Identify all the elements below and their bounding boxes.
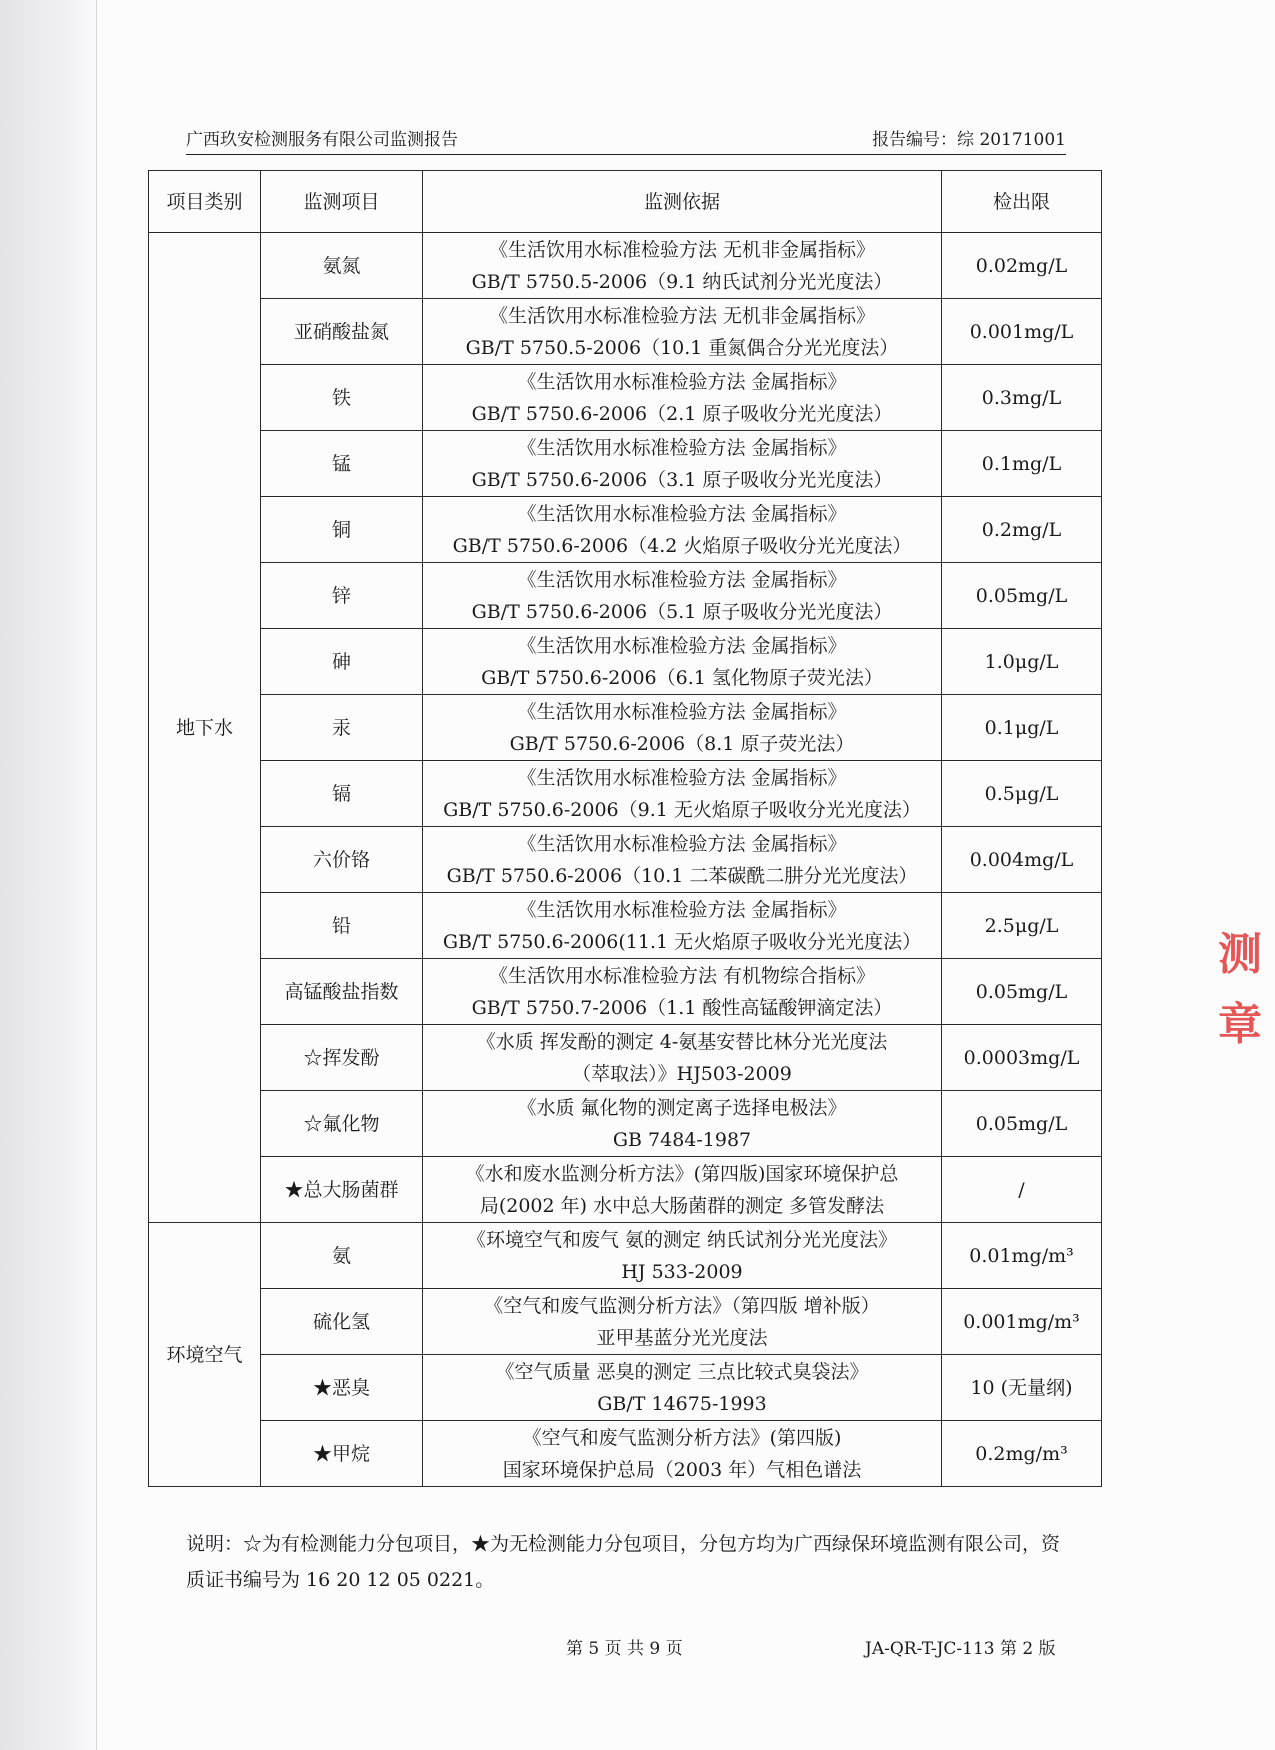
col-header-basis: 监测依据 bbox=[423, 171, 942, 233]
basis-line: 《生活饮用水标准检验方法 金属指标》 bbox=[517, 568, 847, 591]
page-header bbox=[186, 124, 1066, 155]
basis-line: GB/T 14675-1993 bbox=[597, 1392, 767, 1415]
basis-line: 《环境空气和废气 氨的测定 纳氏试剂分光光度法》 bbox=[466, 1228, 898, 1251]
basis-line: 《生活饮用水标准检验方法 金属指标》 bbox=[517, 766, 847, 789]
item-cell: 砷 bbox=[261, 629, 423, 695]
basis-line: 《空气质量 恶臭的测定 三点比较式臭袋法》 bbox=[495, 1360, 869, 1383]
limit-cell: 0.004mg/L bbox=[942, 827, 1102, 893]
limit-cell: 0.02mg/L bbox=[942, 233, 1102, 299]
table-row bbox=[149, 827, 1102, 893]
basis-line: HJ 533-2009 bbox=[621, 1260, 743, 1283]
basis-line: 国家环境保护总局（2003 年）气相色谱法 bbox=[502, 1458, 862, 1481]
item-cell: 铜 bbox=[261, 497, 423, 563]
limit-cell: 0.3mg/L bbox=[942, 365, 1102, 431]
table-row bbox=[149, 1157, 1102, 1223]
basis-cell bbox=[423, 1355, 942, 1421]
table-row bbox=[149, 497, 1102, 563]
basis-line: GB/T 5750.6-2006（4.2 火焰原子吸收分光光度法） bbox=[452, 534, 912, 557]
item-cell: ☆挥发酚 bbox=[261, 1025, 423, 1091]
table-body bbox=[149, 233, 1102, 1487]
table-row bbox=[149, 365, 1102, 431]
basis-line: GB/T 5750.6-2006（10.1 二苯碳酰二肼分光光度法） bbox=[446, 864, 918, 887]
table-row bbox=[149, 695, 1102, 761]
basis-line: GB 7484-1987 bbox=[612, 1128, 752, 1151]
limit-cell: 0.001mg/L bbox=[942, 299, 1102, 365]
table-row bbox=[149, 893, 1102, 959]
item-cell: 镉 bbox=[261, 761, 423, 827]
basis-line: 亚甲基蓝分光光度法 bbox=[596, 1326, 768, 1349]
col-header-limit: 检出限 bbox=[942, 171, 1102, 233]
basis-line: GB/T 5750.6-2006（5.1 原子吸收分光光度法） bbox=[471, 600, 893, 623]
basis-cell bbox=[423, 695, 942, 761]
basis-line: 《空气和废气监测分析方法》(第四版) bbox=[522, 1426, 842, 1449]
limit-cell: 0.05mg/L bbox=[942, 959, 1102, 1025]
limit-cell: 0.01mg/m³ bbox=[942, 1223, 1102, 1289]
basis-line: 《生活饮用水标准检验方法 金属指标》 bbox=[517, 700, 847, 723]
basis-cell bbox=[423, 1223, 942, 1289]
limit-cell: 0.05mg/L bbox=[942, 1091, 1102, 1157]
table-row bbox=[149, 1421, 1102, 1487]
basis-line: 《生活饮用水标准检验方法 金属指标》 bbox=[517, 502, 847, 525]
table-row bbox=[149, 959, 1102, 1025]
basis-cell bbox=[423, 1157, 942, 1223]
basis-line: 《水和废水监测分析方法》(第四版)国家环境保护总 bbox=[465, 1162, 899, 1185]
monitoring-table bbox=[148, 170, 1102, 1487]
table-row bbox=[149, 1289, 1102, 1355]
basis-line: GB/T 5750.6-2006（9.1 无火焰原子吸收分光光度法） bbox=[443, 798, 921, 821]
company-name: 广西玖安检测服务有限公司监测报告 bbox=[186, 130, 458, 150]
basis-line: （萃取法）》HJ503-2009 bbox=[572, 1062, 792, 1085]
category-cell: 环境空气 bbox=[149, 1223, 261, 1487]
item-cell: ☆氟化物 bbox=[261, 1091, 423, 1157]
basis-line: GB/T 5750.6-2006(11.1 无火焰原子吸收分光光度法） bbox=[442, 930, 922, 953]
basis-line: GB/T 5750.6-2006（8.1 原子荧光法） bbox=[509, 732, 855, 755]
form-code: JA-QR-T-JC-113 第 2 版 bbox=[865, 1639, 1056, 1659]
basis-line: GB/T 5750.5-2006（9.1 纳氏试剂分光光度法） bbox=[471, 270, 893, 293]
basis-line: GB/T 5750.6-2006（6.1 氢化物原子荧光法） bbox=[481, 666, 883, 689]
table-row bbox=[149, 1223, 1102, 1289]
col-header-item: 监测项目 bbox=[261, 171, 423, 233]
item-cell: 汞 bbox=[261, 695, 423, 761]
basis-cell bbox=[423, 959, 942, 1025]
basis-cell bbox=[423, 365, 942, 431]
page-number: 第 5 页 共 9 页 bbox=[566, 1639, 683, 1659]
basis-cell bbox=[423, 233, 942, 299]
table-row bbox=[149, 1091, 1102, 1157]
limit-cell: 10 (无量纲) bbox=[942, 1355, 1102, 1421]
basis-line: 《生活饮用水标准检验方法 金属指标》 bbox=[517, 898, 847, 921]
item-cell: 亚硝酸盐氮 bbox=[261, 299, 423, 365]
table-row bbox=[149, 233, 1102, 299]
basis-cell bbox=[423, 1025, 942, 1091]
basis-line: 《生活饮用水标准检验方法 金属指标》 bbox=[517, 634, 847, 657]
limit-cell: 0.5μg/L bbox=[942, 761, 1102, 827]
basis-cell bbox=[423, 299, 942, 365]
item-cell: ★总大肠菌群 bbox=[261, 1157, 423, 1223]
basis-cell bbox=[423, 1421, 942, 1487]
footnote: 说明：☆为有检测能力分包项目，★为无检测能力分包项目，分包方均为广西绿保环境监测有限公司，资质证书编号为 16 20 12 05 0221。 bbox=[186, 1533, 1061, 1591]
item-cell: 氨 bbox=[261, 1223, 423, 1289]
limit-cell: / bbox=[942, 1157, 1102, 1223]
table-row bbox=[149, 761, 1102, 827]
basis-line: GB/T 5750.6-2006（3.1 原子吸收分光光度法） bbox=[471, 468, 893, 491]
basis-cell bbox=[423, 431, 942, 497]
category-cell: 地下水 bbox=[149, 233, 261, 1223]
item-cell: ★恶臭 bbox=[261, 1355, 423, 1421]
binding-edge bbox=[0, 0, 97, 1750]
basis-cell bbox=[423, 893, 942, 959]
item-cell: 氨氮 bbox=[261, 233, 423, 299]
table-row bbox=[149, 629, 1102, 695]
basis-cell bbox=[423, 761, 942, 827]
item-cell: 六价铬 bbox=[261, 827, 423, 893]
basis-cell bbox=[423, 827, 942, 893]
report-number: 报告编号：综 20171001 bbox=[872, 130, 1066, 150]
limit-cell: 0.001mg/m³ bbox=[942, 1289, 1102, 1355]
limit-cell: 0.0003mg/L bbox=[942, 1025, 1102, 1091]
limit-cell: 0.05mg/L bbox=[942, 563, 1102, 629]
table-header-row bbox=[149, 171, 1102, 233]
limit-cell: 1.0μg/L bbox=[942, 629, 1102, 695]
item-cell: 铁 bbox=[261, 365, 423, 431]
item-cell: 铅 bbox=[261, 893, 423, 959]
limit-cell: 0.2mg/m³ bbox=[942, 1421, 1102, 1487]
item-cell: 锌 bbox=[261, 563, 423, 629]
basis-line: 《生活饮用水标准检验方法 无机非金属指标》 bbox=[488, 304, 876, 327]
table-row bbox=[149, 1355, 1102, 1421]
red-seal-stamp: 测章 bbox=[1218, 929, 1262, 1050]
basis-line: 《生活饮用水标准检验方法 无机非金属指标》 bbox=[488, 238, 876, 261]
limit-cell: 0.1μg/L bbox=[942, 695, 1102, 761]
basis-line: 《生活饮用水标准检验方法 金属指标》 bbox=[517, 370, 847, 393]
basis-cell bbox=[423, 563, 942, 629]
item-cell: 硫化氢 bbox=[261, 1289, 423, 1355]
basis-line: GB/T 5750.7-2006（1.1 酸性高锰酸钾滴定法） bbox=[471, 996, 893, 1019]
basis-line: 《生活饮用水标准检验方法 金属指标》 bbox=[517, 832, 847, 855]
basis-cell bbox=[423, 629, 942, 695]
basis-cell bbox=[423, 1289, 942, 1355]
basis-line: 《水质 氟化物的测定离子选择电极法》 bbox=[517, 1096, 847, 1119]
col-header-category: 项目类别 bbox=[149, 171, 261, 233]
basis-line: 《生活饮用水标准检验方法 有机物综合指标》 bbox=[488, 964, 876, 987]
table-row bbox=[149, 563, 1102, 629]
table-row bbox=[149, 1025, 1102, 1091]
basis-line: 《生活饮用水标准检验方法 金属指标》 bbox=[517, 436, 847, 459]
table-row bbox=[149, 431, 1102, 497]
basis-cell bbox=[423, 1091, 942, 1157]
basis-line: GB/T 5750.6-2006（2.1 原子吸收分光光度法） bbox=[471, 402, 893, 425]
limit-cell: 0.2mg/L bbox=[942, 497, 1102, 563]
item-cell: ★甲烷 bbox=[261, 1421, 423, 1487]
basis-line: 局(2002 年) 水中总大肠菌群的测定 多管发酵法 bbox=[479, 1194, 885, 1217]
limit-cell: 2.5μg/L bbox=[942, 893, 1102, 959]
item-cell: 锰 bbox=[261, 431, 423, 497]
basis-line: 《水质 挥发酚的测定 4-氨基安替比林分光光度法 bbox=[476, 1030, 888, 1053]
item-cell: 高锰酸盐指数 bbox=[261, 959, 423, 1025]
table-row bbox=[149, 299, 1102, 365]
basis-cell bbox=[423, 497, 942, 563]
basis-line: GB/T 5750.5-2006（10.1 重氮偶合分光光度法） bbox=[465, 336, 899, 359]
limit-cell: 0.1mg/L bbox=[942, 431, 1102, 497]
basis-line: 《空气和废气监测分析方法》（第四版 增补版） bbox=[484, 1294, 880, 1317]
